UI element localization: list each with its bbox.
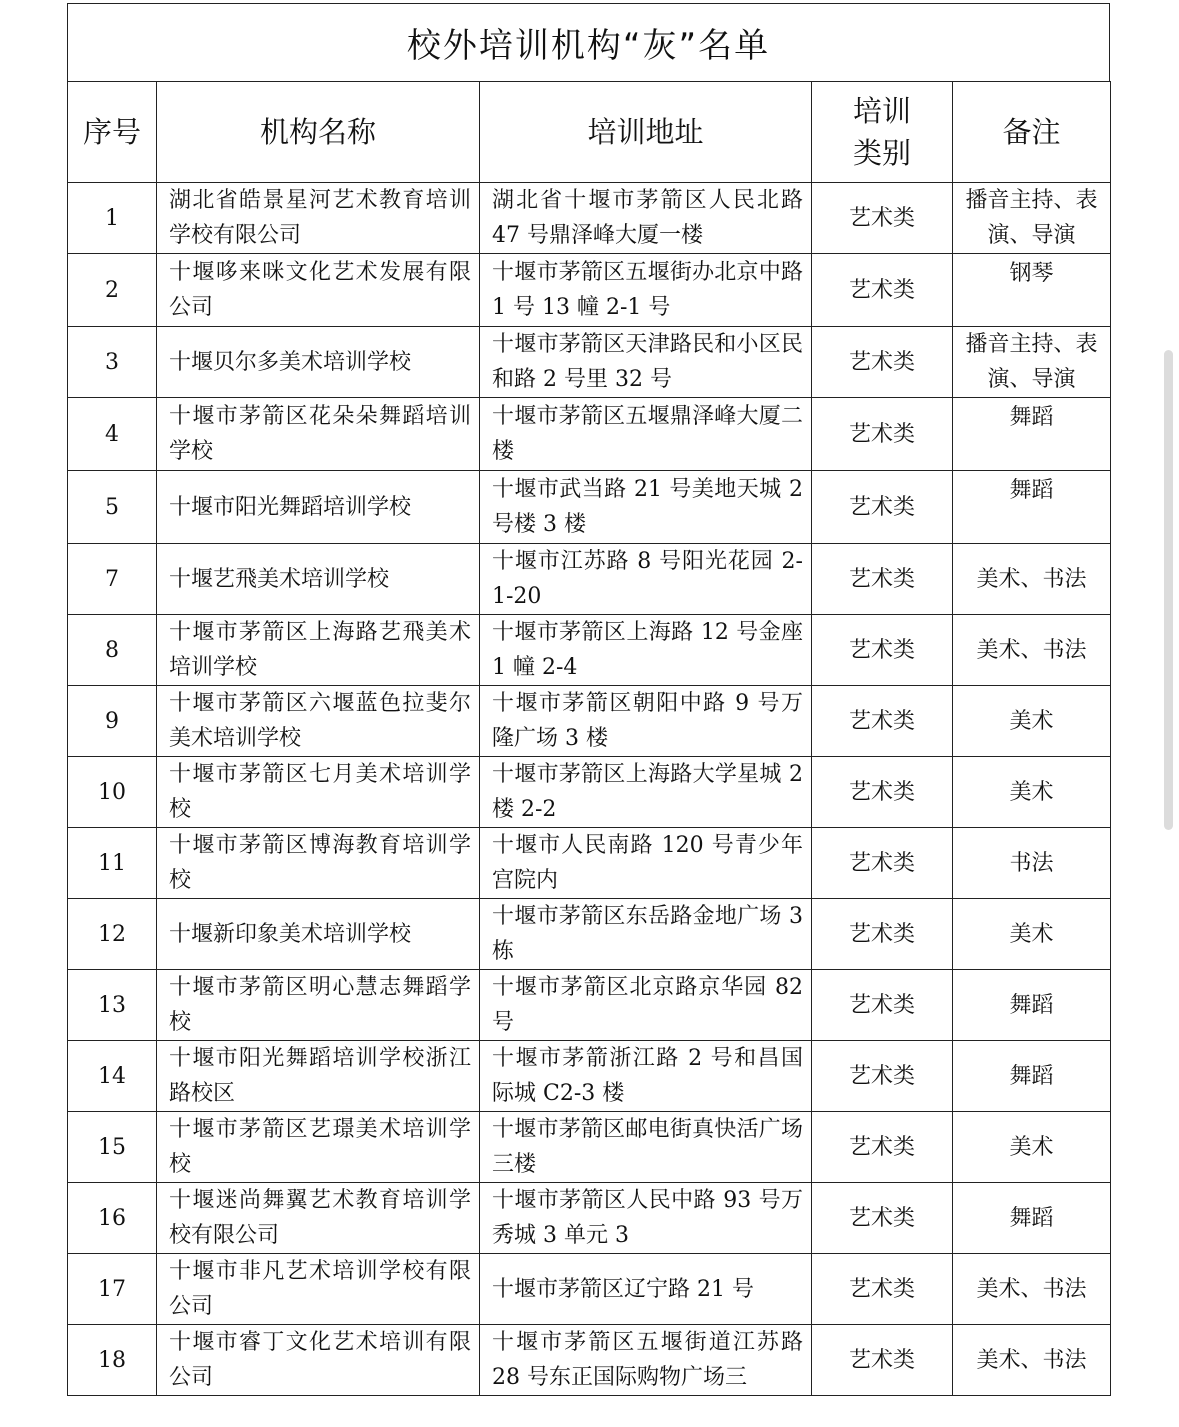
row-number: 16 — [68, 1183, 157, 1254]
table-header-row — [68, 82, 1111, 183]
row-note: 舞蹈 — [953, 970, 1111, 1041]
training-type: 艺术类 — [812, 757, 953, 828]
training-address: 十堰市人民南路 120 号青少年宫院内 — [480, 828, 812, 899]
institution-name: 十堰市阳光舞蹈培训学校 — [157, 471, 480, 544]
institution-name: 十堰市茅箭区博海教育培训学校 — [157, 828, 480, 899]
training-address: 十堰市茅箭区辽宁路 21 号 — [480, 1254, 812, 1325]
table-row — [68, 1254, 1111, 1325]
row-note: 美术 — [953, 757, 1111, 828]
header-note: 备注 — [953, 82, 1111, 183]
row-note: 美术 — [953, 686, 1111, 757]
row-number: 9 — [68, 686, 157, 757]
row-number: 14 — [68, 1041, 157, 1112]
row-number: 15 — [68, 1112, 157, 1183]
vertical-scrollbar[interactable] — [1164, 350, 1173, 830]
table-row — [68, 615, 1111, 686]
table-row — [68, 970, 1111, 1041]
training-type: 艺术类 — [812, 327, 953, 398]
header-type — [812, 82, 953, 183]
row-note: 舞蹈 — [953, 1183, 1111, 1254]
table-row — [68, 254, 1111, 327]
training-address: 湖北省十堰市茅箭区人民北路 47 号鼎泽峰大厦一楼 — [480, 183, 812, 254]
table-row — [68, 471, 1111, 544]
training-type: 艺术类 — [812, 1041, 953, 1112]
institution-name: 十堰市茅箭区七月美术培训学校 — [157, 757, 480, 828]
institution-name: 十堰市非凡艺术培训学校有限公司 — [157, 1254, 480, 1325]
row-note: 钢琴 — [953, 254, 1111, 327]
institution-name: 十堰贝尔多美术培训学校 — [157, 327, 480, 398]
training-address: 十堰市武当路 21 号美地天城 2 号楼 3 楼 — [480, 471, 812, 544]
training-type: 艺术类 — [812, 183, 953, 254]
row-number: 7 — [68, 544, 157, 615]
training-type: 艺术类 — [812, 1112, 953, 1183]
training-address: 十堰市茅箭区上海路大学星城 2 楼 2-2 — [480, 757, 812, 828]
training-type: 艺术类 — [812, 615, 953, 686]
row-number: 3 — [68, 327, 157, 398]
row-note: 舞蹈 — [953, 1041, 1111, 1112]
training-address: 十堰市茅箭区天津路民和小区民和路 2 号里 32 号 — [480, 327, 812, 398]
table-row — [68, 183, 1111, 254]
institution-name: 十堰市茅箭区明心慧志舞蹈学校 — [157, 970, 480, 1041]
table-row — [68, 899, 1111, 970]
row-number: 1 — [68, 183, 157, 254]
training-type: 艺术类 — [812, 1325, 953, 1396]
training-type: 艺术类 — [812, 398, 953, 471]
institution-name: 十堰市阳光舞蹈培训学校浙江路校区 — [157, 1041, 480, 1112]
training-address: 十堰市茅箭区五堰鼎泽峰大厦二楼 — [480, 398, 812, 471]
row-note: 美术 — [953, 1112, 1111, 1183]
training-address: 十堰市茅箭区上海路 12 号金座 1 幢 2-4 — [480, 615, 812, 686]
row-number: 18 — [68, 1325, 157, 1396]
row-note: 播音主持、表演、导演 — [953, 183, 1111, 254]
training-type: 艺术类 — [812, 544, 953, 615]
training-type: 艺术类 — [812, 828, 953, 899]
table-row — [68, 544, 1111, 615]
row-number: 2 — [68, 254, 157, 327]
training-address: 十堰市茅箭区邮电街真快活广场三楼 — [480, 1112, 812, 1183]
training-address: 十堰市茅箭区北京路京华园 82 号 — [480, 970, 812, 1041]
training-address: 十堰市茅箭区朝阳中路 9 号万隆广场 3 楼 — [480, 686, 812, 757]
institution-name: 湖北省皓景星河艺术教育培训学校有限公司 — [157, 183, 480, 254]
row-number: 5 — [68, 471, 157, 544]
training-type: 艺术类 — [812, 899, 953, 970]
row-note: 舞蹈 — [953, 471, 1111, 544]
training-address: 十堰市江苏路 8 号阳光花园 2-1-20 — [480, 544, 812, 615]
training-address: 十堰市茅箭区五堰街道江苏路 28 号东正国际购物广场三 — [480, 1325, 812, 1396]
header-no: 序号 — [68, 82, 157, 183]
training-type: 艺术类 — [812, 1183, 953, 1254]
header-address: 培训地址 — [480, 82, 812, 183]
table-row — [68, 398, 1111, 471]
table-row — [68, 686, 1111, 757]
row-number: 17 — [68, 1254, 157, 1325]
table-row — [68, 1183, 1111, 1254]
institution-name: 十堰市睿丁文化艺术培训有限公司 — [157, 1325, 480, 1396]
training-address: 十堰市茅箭区五堰街办北京中路 1 号 13 幢 2-1 号 — [480, 254, 812, 327]
header-type-line1: 培训 — [852, 94, 911, 128]
institution-name: 十堰迷尚舞翼艺术教育培训学校有限公司 — [157, 1183, 480, 1254]
table-row — [68, 757, 1111, 828]
row-number: 4 — [68, 398, 157, 471]
institution-name: 十堰市茅箭区花朵朵舞蹈培训学校 — [157, 398, 480, 471]
training-address: 十堰市茅箭区人民中路 93 号万秀城 3 单元 3 — [480, 1183, 812, 1254]
row-note: 美术、书法 — [953, 544, 1111, 615]
document-title: 校外培训机构“灰”名单 — [67, 3, 1110, 81]
table-row — [68, 1325, 1111, 1396]
row-number: 13 — [68, 970, 157, 1041]
row-number: 8 — [68, 615, 157, 686]
row-note: 播音主持、表演、导演 — [953, 327, 1111, 398]
institution-table — [67, 81, 1111, 1396]
table-row — [68, 1112, 1111, 1183]
training-address: 十堰市茅箭区东岳路金地广场 3 栋 — [480, 899, 812, 970]
row-number: 12 — [68, 899, 157, 970]
row-note: 舞蹈 — [953, 398, 1111, 471]
training-type: 艺术类 — [812, 471, 953, 544]
institution-name: 十堰市茅箭区六堰蓝色拉斐尔美术培训学校 — [157, 686, 480, 757]
table-row — [68, 1041, 1111, 1112]
training-type: 艺术类 — [812, 686, 953, 757]
institution-name: 十堰市茅箭区上海路艺飛美术培训学校 — [157, 615, 480, 686]
training-type: 艺术类 — [812, 254, 953, 327]
row-note: 美术、书法 — [953, 1254, 1111, 1325]
table-row — [68, 828, 1111, 899]
institution-name: 十堰市茅箭区艺璟美术培训学校 — [157, 1112, 480, 1183]
table-row — [68, 327, 1111, 398]
institution-name: 十堰新印象美术培训学校 — [157, 899, 480, 970]
institution-name: 十堰艺飛美术培训学校 — [157, 544, 480, 615]
row-number: 10 — [68, 757, 157, 828]
row-number: 11 — [68, 828, 157, 899]
header-type-line2: 类别 — [852, 136, 911, 170]
training-type: 艺术类 — [812, 970, 953, 1041]
row-note: 美术、书法 — [953, 1325, 1111, 1396]
row-note: 美术 — [953, 899, 1111, 970]
row-note: 书法 — [953, 828, 1111, 899]
training-type: 艺术类 — [812, 1254, 953, 1325]
training-address: 十堰市茅箭浙江路 2 号和昌国际城 C2-3 楼 — [480, 1041, 812, 1112]
institution-name: 十堰哆来咪文化艺术发展有限公司 — [157, 254, 480, 327]
row-note: 美术、书法 — [953, 615, 1111, 686]
header-name: 机构名称 — [157, 82, 480, 183]
document-page — [67, 3, 1110, 1396]
